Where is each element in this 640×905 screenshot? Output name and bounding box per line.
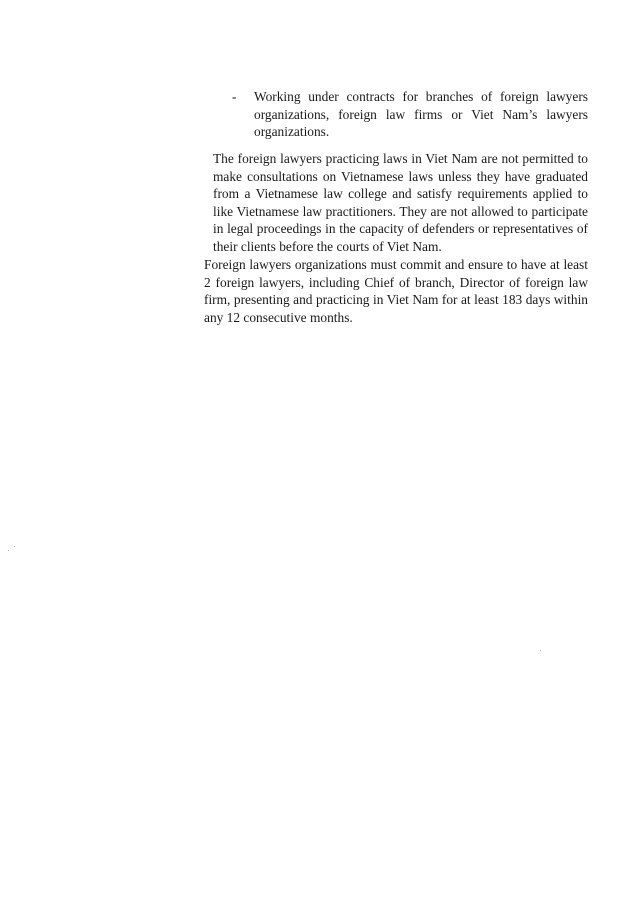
bullet-marker: -	[232, 89, 237, 104]
bullet-text: Working under contracts for branches of foreign lawyers organizations, foreign law firms or Viet Nam’s lawyers organizations.	[254, 89, 588, 140]
scan-speck	[14, 546, 15, 547]
paragraph-organization-requirements: Foreign lawyers organizations must commit and ensure to have at least 2 foreign lawyers, including Chief of branch, Director of foreign law firm, presenting and practicing in Viet Nam for at least 183 days within any 12 consecutive months.	[204, 257, 588, 325]
scan-speck	[540, 650, 541, 651]
bullet-item	[232, 88, 588, 141]
paragraph-foreign-lawyers-restrictions: The foreign lawyers practicing laws in Viet Nam are not permitted to make consultations on Vietnamese laws unless they have graduated from a Vietnamese law college and satisfy requirements applied to like Vietnamese law practitioners. They are not allowed to participate in legal proceedings in the capacity of defenders or representatives of their clients before the courts of Viet Nam.	[213, 151, 588, 254]
scan-speck	[8, 550, 9, 551]
